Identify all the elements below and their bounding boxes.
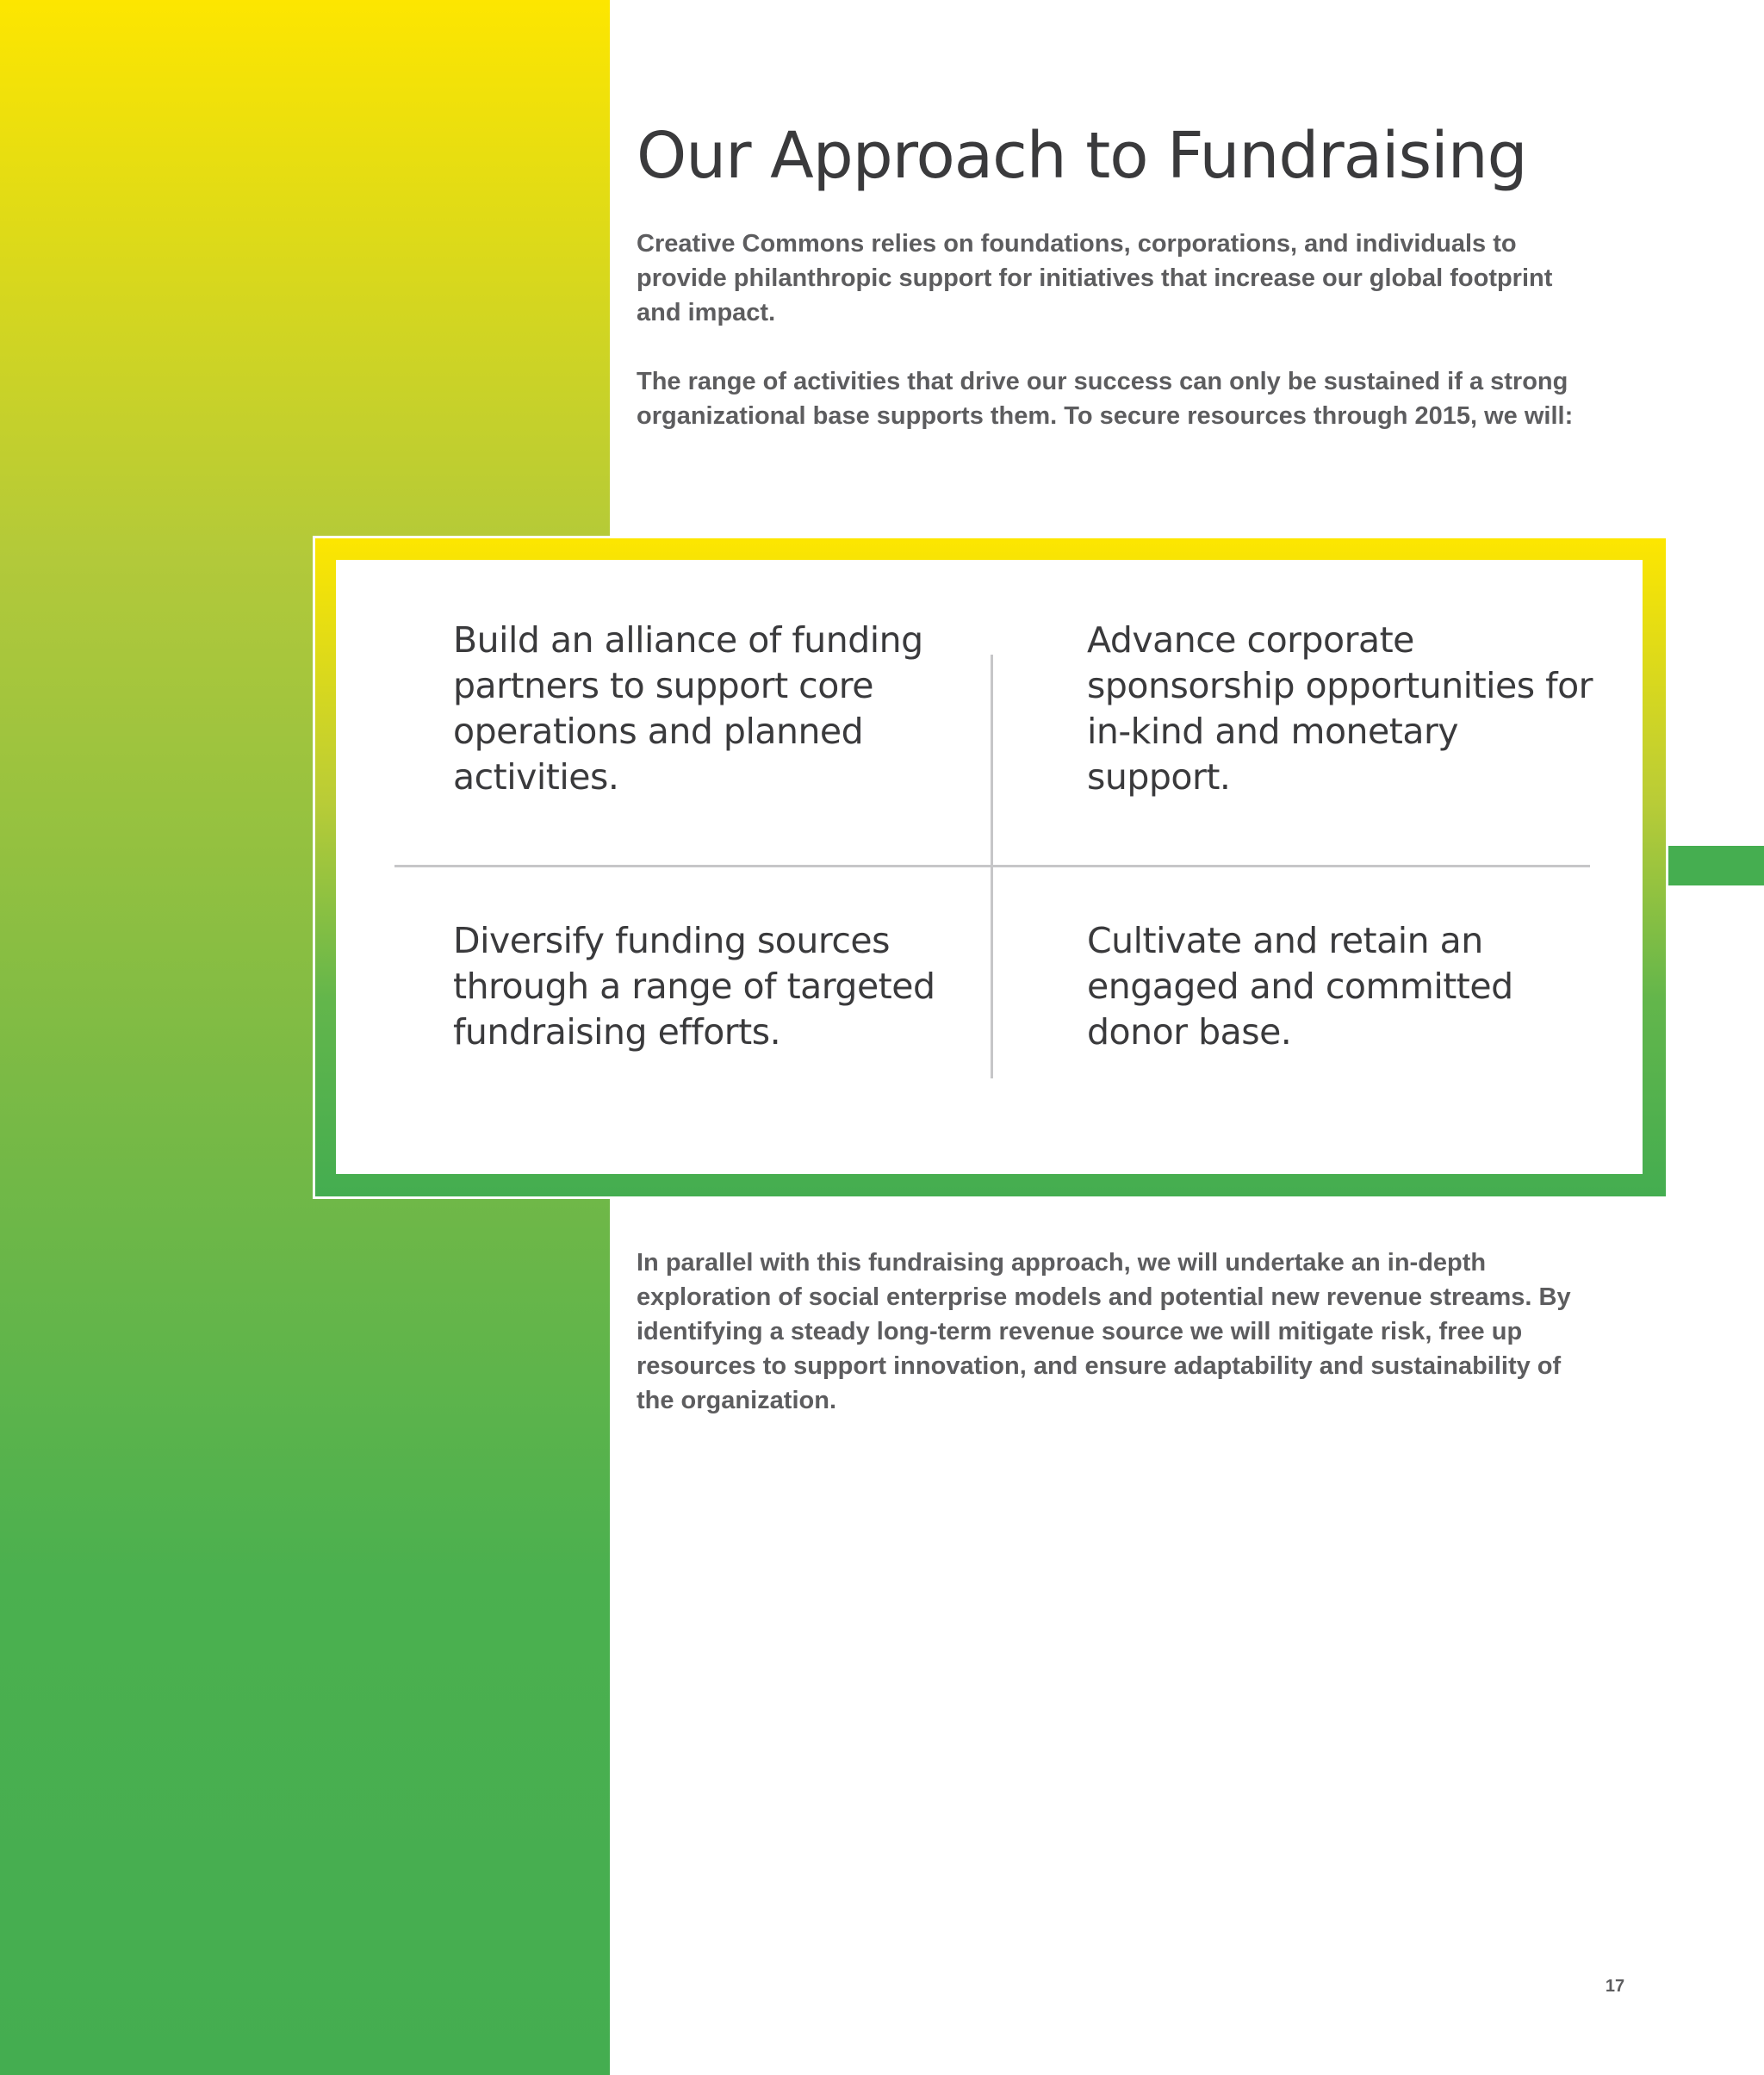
green-edge-tab — [1662, 846, 1764, 885]
intro-paragraph-1: Creative Commons relies on foundations, corporations, and individuals to provide philanthropic support for initiatives that increase our global footprint and impact. — [637, 230, 1553, 326]
goal-build-alliance: Build an alliance of funding partners to support core operations and planned activities. — [453, 619, 923, 798]
goal-corporate-sponsorship: Advance corporate sponsorship opportunities for in-kind and monetary support. — [1087, 619, 1593, 798]
goals-horizontal-divider — [394, 865, 1590, 867]
page-title: Our Approach to Fundraising — [637, 119, 1527, 193]
goal-diversify-funding: Diversify funding sources through a range of targeted fundraising efforts. — [453, 920, 935, 1053]
goal-donor-base: Cultivate and retain an engaged and committed donor base. — [1087, 920, 1513, 1053]
intro-paragraph-2: The range of activities that drive our success can only be sustained if a strong organizational base supports them. To secure resources through 2015, we will: — [637, 368, 1574, 430]
closing-paragraph: In parallel with this fundraising approach, we will undertake an in-depth exploration of social enterprise models and potential new revenue streams. By identifying a steady long-term revenue source we will mitigate risk, free up resources to support innovation, and ensure adaptability and sustainability of the organization. — [637, 1249, 1571, 1414]
page-number: 17 — [1605, 1977, 1625, 1996]
